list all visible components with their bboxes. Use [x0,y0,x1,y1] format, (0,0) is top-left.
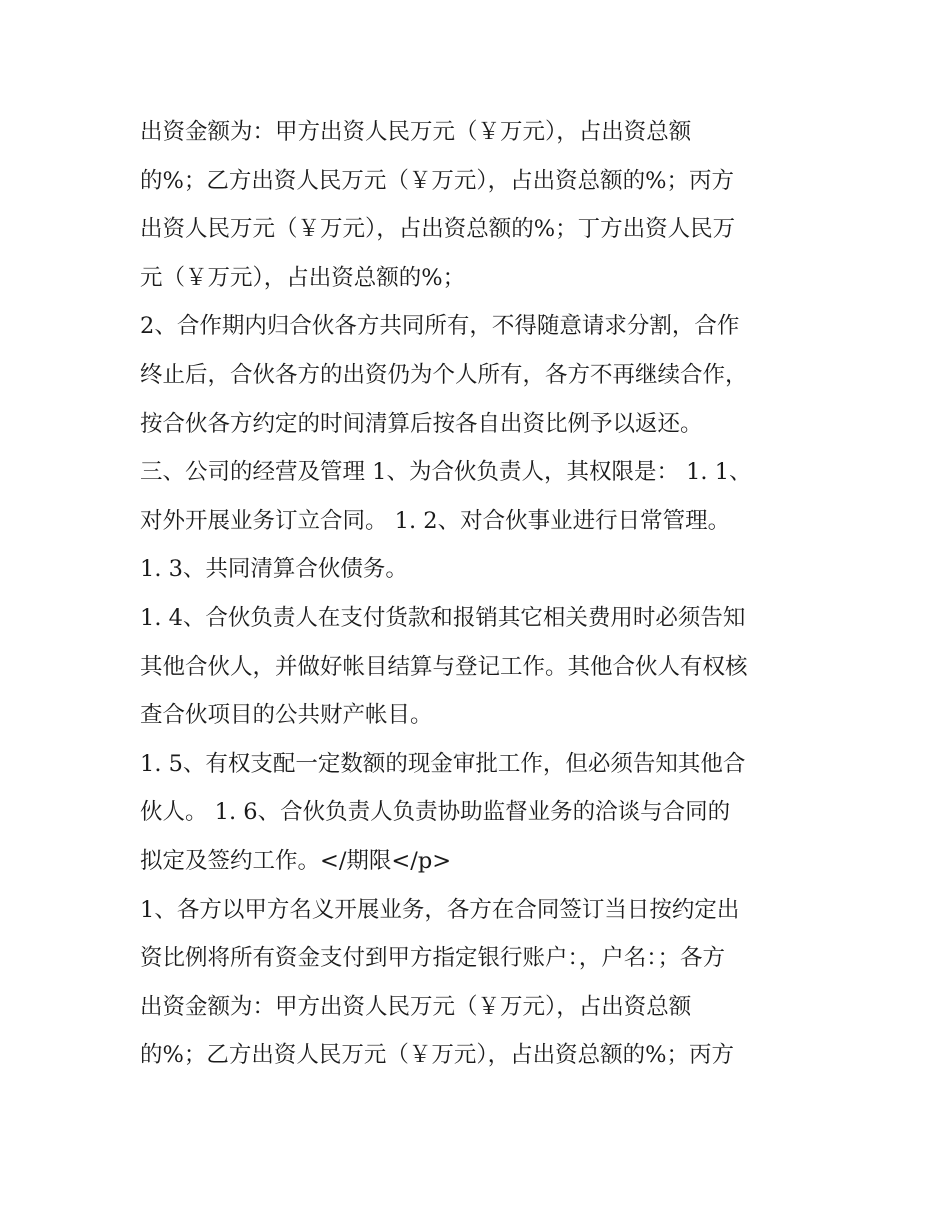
text-line: 终止后，合伙各方的出资仍为个人所有，各方不再继续合作， [140,361,748,388]
text-line: 1、各方以甲方名义开展业务，各方在合同签订当日按约定出 [140,896,740,923]
text-line: 1. 5、有权支配一定数额的现金审批工作，但必须告知其他合 [140,750,746,777]
text-line: 对外开展业务订立合同。 1. 2、对合伙事业进行日常管理。 [140,507,731,534]
text-line: 的%；乙方出资人民万元（￥万元），占出资总额的%；丙方 [140,167,735,194]
text-line: 1. 4、合伙负责人在支付货款和报销其它相关费用时必须告知 [140,604,746,631]
text-line: 出资金额为：甲方出资人民万元（￥万元），占出资总额 [140,119,692,145]
text-line: 查合伙项目的公共财产帐目。 [140,702,433,729]
text-line: 2、合作期内归合伙各方共同所有，不得随意请求分割，合作 [140,313,740,340]
text-line: 拟定及签约工作。</期限</p> [140,847,452,874]
text-line: 按合伙各方约定的时间清算后按各自出资比例予以返还。 [140,410,703,437]
text-line: 1. 3、共同清算合伙债务。 [140,556,408,583]
text-line: 伙人。 1. 6、合伙负责人负责协助监督业务的洽谈与合同的 [140,799,731,826]
document-body [140,108,820,1080]
text-line: 元（￥万元），占出资总额的%； [140,264,466,291]
text-line: 资比例将所有资金支付到甲方指定银行账户：，户名：；各方 [140,945,726,972]
text-line: 出资人民万元（￥万元），占出资总额的%；丁方出资人民万 [140,216,736,243]
text-line: 的%；乙方出资人民万元（￥万元），占出资总额的%；丙方 [140,1042,735,1069]
text-line: 三、公司的经营及管理 1、为合伙负责人，其权限是： 1. 1、 [140,459,752,486]
text-line: 其他合伙人，并做好帐目结算与登记工作。其他合伙人有权核 [140,653,748,680]
text-line: 出资金额为：甲方出资人民万元（￥万元），占出资总额 [140,993,692,1020]
